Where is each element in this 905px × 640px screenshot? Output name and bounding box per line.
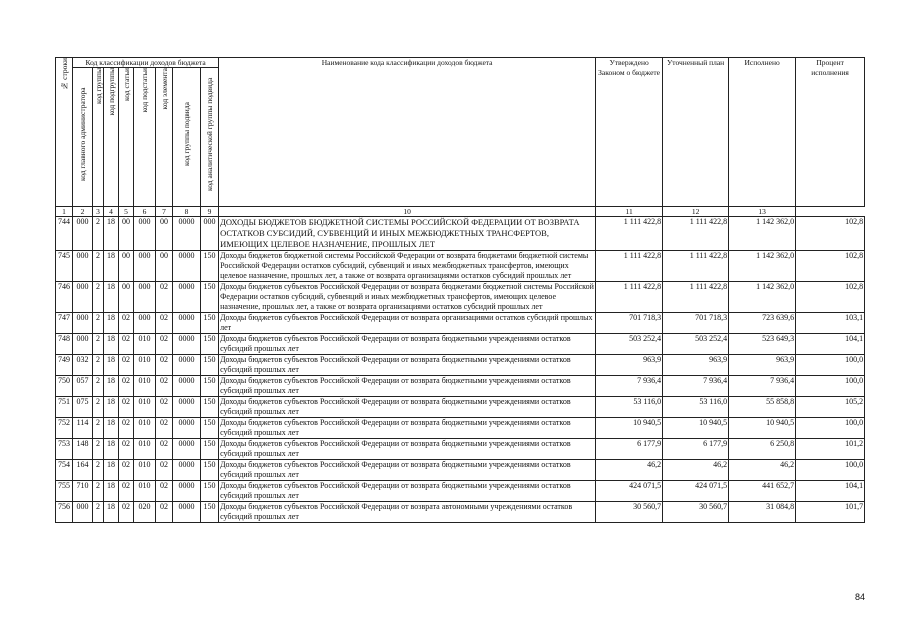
executed-value: 1 142 362,0 [729, 282, 796, 313]
approved-value: 1 111 422,8 [596, 282, 663, 313]
percent-value: 100,0 [796, 376, 865, 397]
header-executed: Исполнено [729, 58, 796, 207]
classification-code: 000 [73, 251, 93, 282]
classification-code: 02 [156, 502, 173, 523]
col-number: 7 [156, 207, 173, 217]
row-number: 747 [56, 313, 73, 334]
header-subarticle-code: код подстатьи [134, 68, 156, 207]
col-number: 3 [93, 207, 104, 217]
classification-code: 2 [93, 282, 104, 313]
classification-code: 0000 [173, 355, 201, 376]
percent-value: 100,0 [796, 460, 865, 481]
classification-code: 18 [104, 355, 119, 376]
classification-code: 18 [104, 502, 119, 523]
refined-value: 46,2 [663, 460, 729, 481]
header-refined: Уточненный план [663, 58, 729, 207]
column-numbers-row [56, 207, 865, 217]
approved-value: 53 116,0 [596, 397, 663, 418]
classification-code: 18 [104, 397, 119, 418]
executed-value: 523 649,3 [729, 334, 796, 355]
refined-value: 701 718,3 [663, 313, 729, 334]
percent-value: 105,2 [796, 397, 865, 418]
approved-value: 46,2 [596, 460, 663, 481]
classification-code: 02 [156, 481, 173, 502]
header-classification-group: Код классификации доходов бюджета [73, 58, 219, 68]
classification-code: 000 [201, 217, 219, 251]
classification-code: 0000 [173, 460, 201, 481]
classification-code: 150 [201, 334, 219, 355]
header-element-code: код элемента [156, 68, 173, 207]
executed-value: 963,9 [729, 355, 796, 376]
executed-value: 1 142 362,0 [729, 217, 796, 251]
classification-code: 18 [104, 376, 119, 397]
classification-code: 18 [104, 313, 119, 334]
classification-code: 710 [73, 481, 93, 502]
classification-code: 2 [93, 439, 104, 460]
table-row [56, 397, 865, 418]
table-row [56, 418, 865, 439]
table-row [56, 282, 865, 313]
classification-code: 150 [201, 251, 219, 282]
classification-code: 2 [93, 334, 104, 355]
approved-value: 503 252,4 [596, 334, 663, 355]
classification-code: 02 [156, 355, 173, 376]
classification-code: 00 [156, 251, 173, 282]
classification-code: 2 [93, 481, 104, 502]
classification-code: 010 [134, 439, 156, 460]
classification-code: 02 [119, 376, 134, 397]
classification-code: 000 [73, 217, 93, 251]
classification-code: 000 [73, 282, 93, 313]
classification-code: 02 [119, 313, 134, 334]
classification-code: 02 [119, 502, 134, 523]
header-subtype-group-code: код группы подвида [173, 68, 201, 207]
header-subgroup-code: код подгруппы [104, 68, 119, 207]
approved-value: 30 560,7 [596, 502, 663, 523]
classification-code: 02 [156, 460, 173, 481]
classification-code: 2 [93, 418, 104, 439]
row-name: Доходы бюджетов субъектов Российской Федерации от возврата бюджетными учреждениями остатков субсидий прошлых лет [219, 397, 596, 418]
table-row [56, 334, 865, 355]
classification-code: 02 [156, 334, 173, 355]
refined-value: 6 177,9 [663, 439, 729, 460]
row-name: Доходы бюджетов субъектов Российской Федерации от возврата бюджетными учреждениями остатков субсидий прошлых лет [219, 439, 596, 460]
classification-code: 0000 [173, 376, 201, 397]
executed-value: 1 142 362,0 [729, 251, 796, 282]
classification-code: 150 [201, 481, 219, 502]
approved-value: 701 718,3 [596, 313, 663, 334]
classification-code: 0000 [173, 439, 201, 460]
classification-code: 02 [156, 439, 173, 460]
row-name: Доходы бюджетов субъектов Российской Федерации от возврата бюджетными учреждениями остатков субсидий прошлых лет [219, 376, 596, 397]
classification-code: 000 [134, 313, 156, 334]
classification-code: 010 [134, 481, 156, 502]
table-row [56, 481, 865, 502]
classification-code: 02 [119, 355, 134, 376]
percent-value: 103,1 [796, 313, 865, 334]
row-number: 754 [56, 460, 73, 481]
percent-value: 101,7 [796, 502, 865, 523]
approved-value: 1 111 422,8 [596, 251, 663, 282]
classification-code: 00 [119, 282, 134, 313]
col-number: 5 [119, 207, 134, 217]
table-row [56, 376, 865, 397]
percent-value: 104,1 [796, 481, 865, 502]
col-number: 1 [56, 207, 73, 217]
table-row [56, 217, 865, 251]
classification-code: 0000 [173, 217, 201, 251]
classification-code: 000 [73, 334, 93, 355]
classification-code: 02 [156, 282, 173, 313]
classification-code: 150 [201, 376, 219, 397]
row-name: Доходы бюджетов субъектов Российской Федерации от возврата бюджетными учреждениями остатков субсидий прошлых лет [219, 334, 596, 355]
classification-code: 010 [134, 397, 156, 418]
classification-code: 150 [201, 418, 219, 439]
classification-code: 000 [134, 217, 156, 251]
classification-code: 02 [119, 334, 134, 355]
classification-code: 18 [104, 217, 119, 251]
classification-code: 02 [119, 439, 134, 460]
classification-code: 000 [134, 282, 156, 313]
classification-code: 18 [104, 334, 119, 355]
classification-code: 0000 [173, 418, 201, 439]
classification-code: 2 [93, 397, 104, 418]
row-number: 744 [56, 217, 73, 251]
header-approved: Утверждено Законом о бюджете [596, 58, 663, 207]
classification-code: 02 [156, 397, 173, 418]
percent-value: 100,0 [796, 355, 865, 376]
classification-code: 057 [73, 376, 93, 397]
table-row [56, 502, 865, 523]
row-name: ДОХОДЫ БЮДЖЕТОВ БЮДЖЕТНОЙ СИСТЕМЫ РОССИЙСКОЙ ФЕДЕРАЦИИ ОТ ВОЗВРАТА ОСТАТКОВ СУБСИДИЙ, СУБВЕНЦИЙ И ИНЫХ МЕЖБЮДЖЕТНЫХ ТРАНСФЕРТОВ, ИМЕЮЩИХ ЦЕЛЕВОЕ НАЗНАЧЕНИЕ, ПРОШЛЫХ ЛЕТ [219, 217, 596, 251]
percent-value: 101,2 [796, 439, 865, 460]
col-number: 11 [596, 207, 663, 217]
header-analytic-group-code: код аналитической группы подвида [201, 68, 219, 207]
refined-value: 963,9 [663, 355, 729, 376]
refined-value: 503 252,4 [663, 334, 729, 355]
executed-value: 723 639,6 [729, 313, 796, 334]
percent-value: 102,8 [796, 217, 865, 251]
classification-code: 075 [73, 397, 93, 418]
approved-value: 6 177,9 [596, 439, 663, 460]
row-name: Доходы бюджетов субъектов Российской Федерации от возврата бюджетными учреждениями остатков субсидий прошлых лет [219, 460, 596, 481]
col-number: 4 [104, 207, 119, 217]
classification-code: 18 [104, 282, 119, 313]
classification-code: 00 [119, 217, 134, 251]
classification-code: 02 [156, 418, 173, 439]
table-row [56, 460, 865, 481]
classification-code: 18 [104, 481, 119, 502]
classification-code: 010 [134, 418, 156, 439]
col-number: 8 [173, 207, 201, 217]
classification-code: 00 [119, 251, 134, 282]
table-row [56, 251, 865, 282]
classification-code: 150 [201, 397, 219, 418]
classification-code: 2 [93, 355, 104, 376]
classification-code: 02 [119, 397, 134, 418]
row-number: 745 [56, 251, 73, 282]
classification-code: 148 [73, 439, 93, 460]
classification-code: 150 [201, 502, 219, 523]
classification-code: 000 [134, 251, 156, 282]
classification-code: 2 [93, 217, 104, 251]
classification-code: 114 [73, 418, 93, 439]
percent-value: 102,8 [796, 282, 865, 313]
table-row [56, 439, 865, 460]
refined-value: 53 116,0 [663, 397, 729, 418]
classification-code: 164 [73, 460, 93, 481]
classification-code: 010 [134, 376, 156, 397]
row-name: Доходы бюджетов субъектов Российской Федерации от возврата бюджетными учреждениями остатков субсидий прошлых лет [219, 355, 596, 376]
executed-value: 31 084,8 [729, 502, 796, 523]
classification-code: 150 [201, 355, 219, 376]
classification-code: 0000 [173, 334, 201, 355]
classification-code: 0000 [173, 313, 201, 334]
col-number: 9 [201, 207, 219, 217]
row-number: 746 [56, 282, 73, 313]
row-name: Доходы бюджетов субъектов Российской Федерации от возврата бюджетными учреждениями остатков субсидий прошлых лет [219, 481, 596, 502]
classification-code: 150 [201, 313, 219, 334]
classification-code: 02 [119, 460, 134, 481]
classification-code: 000 [73, 502, 93, 523]
classification-code: 150 [201, 460, 219, 481]
executed-value: 10 940,5 [729, 418, 796, 439]
refined-value: 1 111 422,8 [663, 251, 729, 282]
row-name: Доходы бюджетов бюджетной системы Российской Федерации от возврата бюджетами бюджетной системы Российской Федерации остатков субсидий, субвенций и иных межбюджетных трансфертов, имеющих целевое назначение, прошлых лет, а также от возврата организациями остатков субсидий прошлых лет [219, 251, 596, 282]
refined-value: 1 111 422,8 [663, 282, 729, 313]
percent-value: 104,1 [796, 334, 865, 355]
classification-code: 18 [104, 418, 119, 439]
classification-code: 2 [93, 313, 104, 334]
table-row [56, 313, 865, 334]
row-number: 756 [56, 502, 73, 523]
row-number: 748 [56, 334, 73, 355]
classification-code: 020 [134, 502, 156, 523]
col-number: 12 [663, 207, 729, 217]
executed-value: 46,2 [729, 460, 796, 481]
classification-code: 010 [134, 355, 156, 376]
classification-code: 2 [93, 251, 104, 282]
refined-value: 1 111 422,8 [663, 217, 729, 251]
classification-code: 02 [156, 376, 173, 397]
header-name: Наименование кода классификации доходов бюджета [219, 58, 596, 207]
header-group-code: код группы [93, 68, 104, 207]
classification-code: 02 [156, 313, 173, 334]
refined-value: 10 940,5 [663, 418, 729, 439]
col-number: 13 [729, 207, 796, 217]
classification-code: 2 [93, 376, 104, 397]
classification-code: 18 [104, 251, 119, 282]
approved-value: 1 111 422,8 [596, 217, 663, 251]
classification-code: 150 [201, 439, 219, 460]
col-number: 2 [73, 207, 93, 217]
approved-value: 424 071,5 [596, 481, 663, 502]
approved-value: 10 940,5 [596, 418, 663, 439]
classification-code: 00 [156, 217, 173, 251]
classification-code: 010 [134, 334, 156, 355]
executed-value: 441 652,7 [729, 481, 796, 502]
row-name: Доходы бюджетов субъектов Российской Федерации от возврата автономными учреждениями остатков субсидий прошлых лет [219, 502, 596, 523]
classification-code: 0000 [173, 502, 201, 523]
classification-code: 02 [119, 481, 134, 502]
header-article-code: код статьи [119, 68, 134, 207]
classification-code: 18 [104, 460, 119, 481]
row-name: Доходы бюджетов субъектов Российской Федерации от возврата бюджетными учреждениями остатков субсидий прошлых лет [219, 418, 596, 439]
col-number: 6 [134, 207, 156, 217]
classification-code: 032 [73, 355, 93, 376]
row-number: 755 [56, 481, 73, 502]
row-number: 750 [56, 376, 73, 397]
row-name: Доходы бюджетов субъектов Российской Федерации от возврата организациями остатков субсидий прошлых лет [219, 313, 596, 334]
classification-code: 2 [93, 460, 104, 481]
table-row [56, 355, 865, 376]
classification-code: 0000 [173, 251, 201, 282]
refined-value: 30 560,7 [663, 502, 729, 523]
percent-value: 102,8 [796, 251, 865, 282]
classification-code: 18 [104, 439, 119, 460]
executed-value: 7 936,4 [729, 376, 796, 397]
approved-value: 7 936,4 [596, 376, 663, 397]
executed-value: 55 858,8 [729, 397, 796, 418]
header-admin-code: код главного администратора [73, 68, 93, 207]
classification-code: 02 [119, 418, 134, 439]
classification-code: 0000 [173, 397, 201, 418]
page-number: 84 [854, 592, 865, 602]
percent-value: 100,0 [796, 418, 865, 439]
row-name: Доходы бюджетов субъектов Российской Федерации от возврата бюджетами бюджетной системы Российской Федерации остатков субсидий, субвенций и иных межбюджетных трансфертов, имеющих целевое назначение, прошлых лет, а также от возврата организациями остатков субсидий прошлых лет [220, 282, 594, 311]
header-row-no: № строки [56, 58, 73, 207]
table-body [56, 207, 865, 523]
refined-value: 7 936,4 [663, 376, 729, 397]
row-number: 753 [56, 439, 73, 460]
row-number: 751 [56, 397, 73, 418]
col-number: 10 [219, 207, 596, 217]
refined-value: 424 071,5 [663, 481, 729, 502]
classification-code: 150 [201, 282, 219, 313]
classification-code: 0000 [173, 282, 201, 313]
classification-code: 0000 [173, 481, 201, 502]
approved-value: 963,9 [596, 355, 663, 376]
classification-code: 000 [73, 313, 93, 334]
row-number: 752 [56, 418, 73, 439]
classification-code: 2 [93, 502, 104, 523]
classification-code: 010 [134, 460, 156, 481]
row-number: 749 [56, 355, 73, 376]
header-percent: Процент исполнения [796, 58, 865, 207]
executed-value: 6 250,8 [729, 439, 796, 460]
budget-revenue-table [55, 57, 865, 523]
